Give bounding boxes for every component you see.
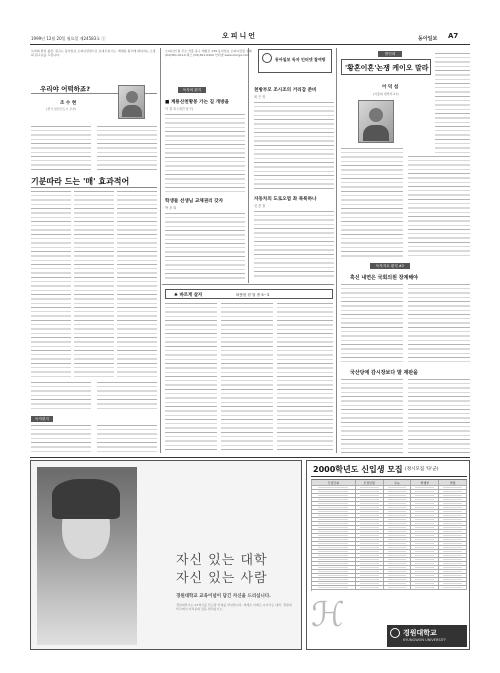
rmid-body-text-1 — [254, 102, 334, 190]
divider — [31, 187, 157, 188]
globe-icon — [262, 53, 272, 63]
ad-headline-2: 자신 있는 사람 — [176, 571, 268, 586]
column-rule — [160, 48, 161, 453]
mid-article1-title: ■ 계룡산천황봉 가는 길 개방을 — [165, 100, 229, 105]
mid-article1-author: 이 창 호 (대전 동구) — [165, 107, 194, 111]
right-body-side — [435, 53, 470, 153]
mid-article3-subtitle: 따뜻한 한 말 중 5~3 — [236, 292, 269, 297]
left-body-text-4 — [74, 191, 114, 379]
ad-headline-1: 자신 있는 대학 — [176, 553, 268, 568]
page-number: A7 — [448, 32, 459, 40]
right-box2-text-2 — [408, 284, 470, 364]
left-author-note: (경기 일산신도시 주부) — [46, 107, 77, 111]
right-column-title: '황혼이혼'논쟁 케이오 말라 — [345, 64, 429, 72]
right-box2-title1: 혹신 내면은 국회의원 장계해야 — [350, 275, 419, 281]
logo-badge — [258, 49, 332, 73]
right-box2-tag: 독자지로 편지 #2 — [370, 263, 410, 269]
right-body-text-2 — [408, 156, 470, 258]
left-body-text-1 — [31, 126, 91, 172]
ad-subline: 경원대학교 교육이념이 담긴 자신을 드리십니다. — [176, 594, 271, 599]
table-header-cell: 면접 — [439, 480, 467, 486]
table-cell — [439, 586, 467, 590]
ad-rule — [311, 476, 467, 477]
rmid-article1-title: 천방부모 조시조의 거리감 준비 — [254, 88, 317, 93]
ad-logo-area — [311, 595, 387, 647]
column-rule — [336, 48, 337, 453]
left-article-title: 우리야 어떡하죠? — [40, 85, 90, 93]
issue-date: 1999년 12월 20일 월요일 제24583호 ⓡ — [31, 36, 106, 41]
logo-badge-text: 동아일보 독자 인터넷 참여방 — [275, 57, 326, 62]
admission-table — [311, 479, 467, 591]
left-body-text-2 — [97, 126, 157, 172]
top-notice: 독자의 편지 광장. 원고는 동아일보 오피니언팀으로 보내주십시오. 게재된 원고에 대하여는 소정의 원고료를 드립니다. — [31, 49, 156, 58]
section-title: 오피니언 — [222, 32, 258, 40]
right-box2-text-4 — [408, 379, 470, 453]
university-seal-icon — [390, 628, 400, 638]
mid-body-text-2 — [165, 213, 245, 279]
mid-lower-text-3 — [277, 303, 333, 453]
mid-column-box — [165, 289, 333, 299]
columnist-note: (서울대 법학부교수) — [373, 92, 400, 96]
university-logo-box — [387, 625, 467, 647]
mid-body-text-1 — [165, 114, 245, 194]
rmid-article1-author: 최 은 정 — [254, 95, 266, 99]
ad-divider — [30, 457, 470, 458]
left-body-text-7 — [97, 382, 157, 412]
table-row — [312, 586, 467, 590]
mid-article2-author: 박 윤 희 — [165, 206, 177, 210]
table-cell — [356, 586, 384, 590]
right-headline-box — [341, 59, 431, 75]
table-cell — [411, 586, 439, 590]
university-emblem: ℋ — [311, 595, 345, 635]
table-header-cell: 모집인원 — [356, 480, 384, 486]
bottom-left-text-2 — [97, 425, 157, 453]
table-header-cell: 수능 — [384, 480, 412, 486]
contact-box: 오피니언 팀 주소 서울 중구 세종로 139 동아일보 오피니언팀 전화 (02)361-0114 팩스 (02)361-0400 인터넷 www.donga.com — [165, 49, 252, 58]
right-body-text-1 — [341, 148, 403, 258]
ad-admission-subhead: (정시모집 '다'군) — [405, 467, 439, 472]
mid-lower-text-2 — [221, 303, 273, 453]
columnist-photo — [358, 100, 394, 143]
ad-model-photo — [37, 467, 137, 645]
left-body-text-3 — [31, 191, 71, 379]
table-body — [312, 486, 467, 590]
left-article2-title: 기분따라 드는 '매' 효과적어 — [31, 177, 130, 186]
left-body-text-5 — [117, 191, 157, 379]
divider — [162, 284, 334, 285]
right-column-tag: 발언대 — [378, 51, 402, 57]
ad-left — [30, 460, 302, 650]
publication-name: 동아일보 — [418, 36, 438, 42]
table-cell — [384, 586, 412, 590]
university-name: 경원대학교 — [403, 629, 437, 637]
mid-article2-title: 학생들 선생님 교체권리 갖자 — [165, 199, 224, 204]
mid-lower-text-1 — [165, 303, 217, 453]
left-author: 조 수 현 — [60, 101, 77, 106]
mid-article3-title: ♣ 바르게 살자 — [174, 293, 203, 298]
bottom-left-tag: 독자편지 — [31, 416, 53, 422]
ad-right — [306, 460, 470, 650]
rmid-body-text-2 — [254, 211, 334, 279]
table-header-cell: 학생부 — [411, 480, 439, 486]
right-box2-text-3 — [341, 379, 403, 453]
columnist-name: 이 덕 섭 — [382, 85, 399, 90]
rmid-article2-author: 신 종 철 — [254, 204, 266, 208]
right-box2-title2: 국산당에 감시장보다 말 재판을 — [350, 370, 419, 376]
ad-admission-headline: 2000학년도 신입생 모집 — [313, 465, 403, 474]
mid-tag: 독자의 편지 — [178, 87, 206, 93]
header-rule — [30, 44, 470, 45]
table-cell — [312, 586, 356, 590]
ad-body: 경원대학교는 21세기를 선도할 인재를 양성합니다. 세계로 미래로 나아가는 대학, 경원대학교에서 여러분의 꿈을 펼치십시오. — [176, 603, 292, 612]
author-photo — [118, 85, 145, 119]
rmid-article2-title: 자동차의 도로오염 좌 목록하나 — [254, 197, 317, 202]
bottom-left-text-1 — [31, 425, 91, 453]
column-rule — [248, 48, 249, 283]
university-name-en: KYUNGWON UNIVERSITY — [403, 638, 446, 642]
table-header-cell: 모집단위 — [312, 480, 356, 486]
left-body-text-6 — [31, 382, 91, 412]
hair-shape — [52, 479, 120, 519]
right-box2-text-1 — [341, 284, 403, 364]
